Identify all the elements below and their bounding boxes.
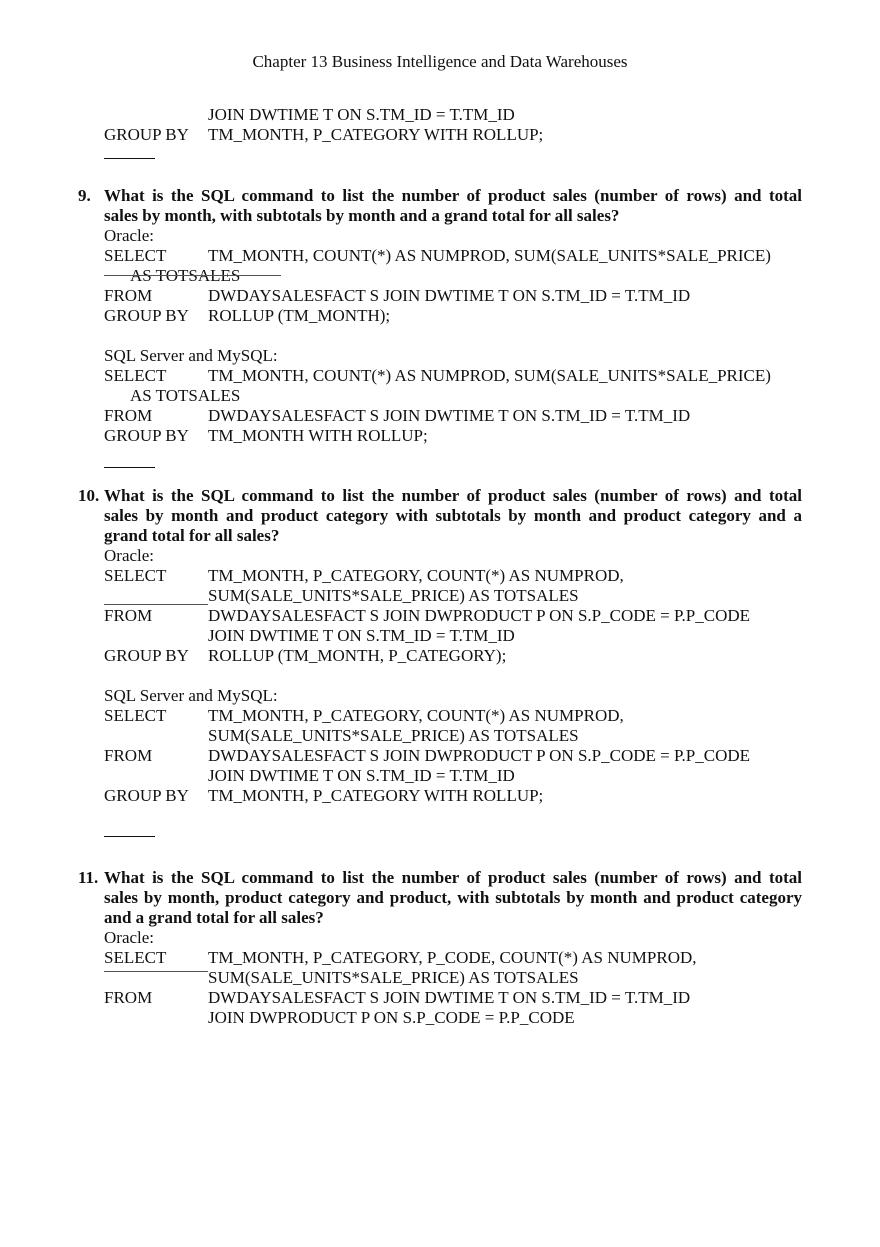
q9-sqlserver-select-value: TM_MONTH, COUNT(*) AS NUMPROD, SUM(SALE_UNITS*SALE_PRICE) (208, 366, 771, 385)
prev-group-value: TM_MONTH, P_CATEGORY WITH ROLLUP; (208, 125, 544, 144)
question-9-text-line: What is the SQL command to list the number of product sales (number of rows) and total (104, 186, 802, 205)
q9-sqlserver-group-value: TM_MONTH WITH ROLLUP; (208, 426, 428, 445)
q11-oracle-select-value: TM_MONTH, P_CATEGORY, P_CODE, COUNT(*) AS NUMPROD, (208, 948, 697, 967)
question-9-number: 9. (78, 186, 91, 205)
q10-sqlserver-label: SQL Server and MySQL: (104, 686, 278, 705)
q9-oracle-from-keyword: FROM (104, 286, 153, 305)
question-9-text-line: sales by month, with subtotals by month and a grand total for all sales? (104, 206, 620, 225)
q9-oracle-label: Oracle: (104, 226, 155, 245)
question-11-text-line: and a grand total for all sales? (104, 908, 324, 927)
q11-oracle-from-keyword: FROM (104, 988, 153, 1007)
question-11-text-line: sales by month, product category and product, with subtotals by month and product category (104, 888, 802, 907)
q9-sqlserver-label: SQL Server and MySQL: (104, 346, 278, 365)
q10-oracle-label: Oracle: (104, 546, 155, 565)
q9-oracle-select-value: TM_MONTH, COUNT(*) AS NUMPROD, SUM(SALE_UNITS*SALE_PRICE) (208, 246, 771, 265)
question-10-text-line: What is the SQL command to list the number of product sales (number of rows) and total (104, 486, 802, 505)
prev-group-keyword: GROUP BY (104, 125, 189, 144)
question-10-text-line: grand total for all sales? (104, 526, 280, 545)
q9-oracle-group-keyword: GROUP BY (104, 306, 189, 325)
q10-sqlserver-from-keyword: FROM (104, 746, 153, 765)
q10-oracle-group-value: ROLLUP (TM_MONTH, P_CATEGORY); (208, 646, 507, 665)
q9-oracle-select-keyword: SELECT (104, 246, 167, 265)
strike-rule (104, 275, 281, 276)
q9-oracle-from-value: DWDAYSALESFACT S JOIN DWTIME T ON S.TM_ID = T.TM_ID (208, 286, 691, 305)
q10-sqlserver-select-continuation: SUM(SALE_UNITS*SALE_PRICE) AS TOTSALES (208, 726, 579, 745)
question-11-number: 11. (78, 868, 99, 887)
q10-sqlserver-group-value: TM_MONTH, P_CATEGORY WITH ROLLUP; (208, 786, 544, 805)
q10-sqlserver-from-continuation: JOIN DWTIME T ON S.TM_ID = T.TM_ID (208, 766, 515, 785)
q11-oracle-label: Oracle: (104, 928, 155, 947)
q9-sqlserver-from-keyword: FROM (104, 406, 153, 425)
q10-sqlserver-from-value: DWDAYSALESFACT S JOIN DWPRODUCT P ON S.P_CODE = P.P_CODE (208, 746, 751, 765)
q11-oracle-from-continuation: JOIN DWPRODUCT P ON S.P_CODE = P.P_CODE (208, 1008, 575, 1027)
separator-line (104, 467, 155, 468)
q10-oracle-from-value: DWDAYSALESFACT S JOIN DWPRODUCT P ON S.P_CODE = P.P_CODE (208, 606, 751, 625)
q11-oracle-from-value: DWDAYSALESFACT S JOIN DWTIME T ON S.TM_ID = T.TM_ID (208, 988, 691, 1007)
q9-sqlserver-from-value: DWDAYSALESFACT S JOIN DWTIME T ON S.TM_ID = T.TM_ID (208, 406, 691, 425)
separator-line (104, 836, 155, 837)
q10-oracle-group-keyword: GROUP BY (104, 646, 189, 665)
question-11-text-line: What is the SQL command to list the number of product sales (number of rows) and total (104, 868, 802, 887)
q10-sqlserver-select-keyword: SELECT (104, 706, 167, 725)
q10-sqlserver-select-value: TM_MONTH, P_CATEGORY, COUNT(*) AS NUMPROD, (208, 706, 624, 725)
q10-oracle-from-keyword: FROM (104, 606, 153, 625)
strike-rule (104, 604, 208, 605)
q10-oracle-select-keyword: SELECT (104, 566, 167, 585)
strike-rule (104, 971, 208, 972)
q9-oracle-group-value: ROLLUP (TM_MONTH); (208, 306, 391, 325)
q9-sqlserver-group-keyword: GROUP BY (104, 426, 189, 445)
q9-sqlserver-select-keyword: SELECT (104, 366, 167, 385)
question-10-text-line: sales by month and product category with subtotals by month and product category and a (104, 506, 802, 525)
q10-oracle-select-continuation: SUM(SALE_UNITS*SALE_PRICE) AS TOTSALES (208, 586, 579, 605)
q10-oracle-from-continuation: JOIN DWTIME T ON S.TM_ID = T.TM_ID (208, 626, 515, 645)
q9-sqlserver-select-continuation: AS TOTSALES (130, 386, 241, 405)
q10-sqlserver-group-keyword: GROUP BY (104, 786, 189, 805)
q11-oracle-select-keyword: SELECT (104, 948, 167, 967)
q11-oracle-select-continuation: SUM(SALE_UNITS*SALE_PRICE) AS TOTSALES (208, 968, 579, 987)
q9-oracle-select-continuation: AS TOTSALES (130, 266, 241, 285)
q10-oracle-select-value: TM_MONTH, P_CATEGORY, COUNT(*) AS NUMPROD, (208, 566, 624, 585)
question-10-number: 10. (78, 486, 100, 505)
prev-join-line: JOIN DWTIME T ON S.TM_ID = T.TM_ID (208, 105, 515, 124)
page-header: Chapter 13 Business Intelligence and Data Warehouses (252, 52, 628, 71)
separator-line (104, 158, 155, 159)
